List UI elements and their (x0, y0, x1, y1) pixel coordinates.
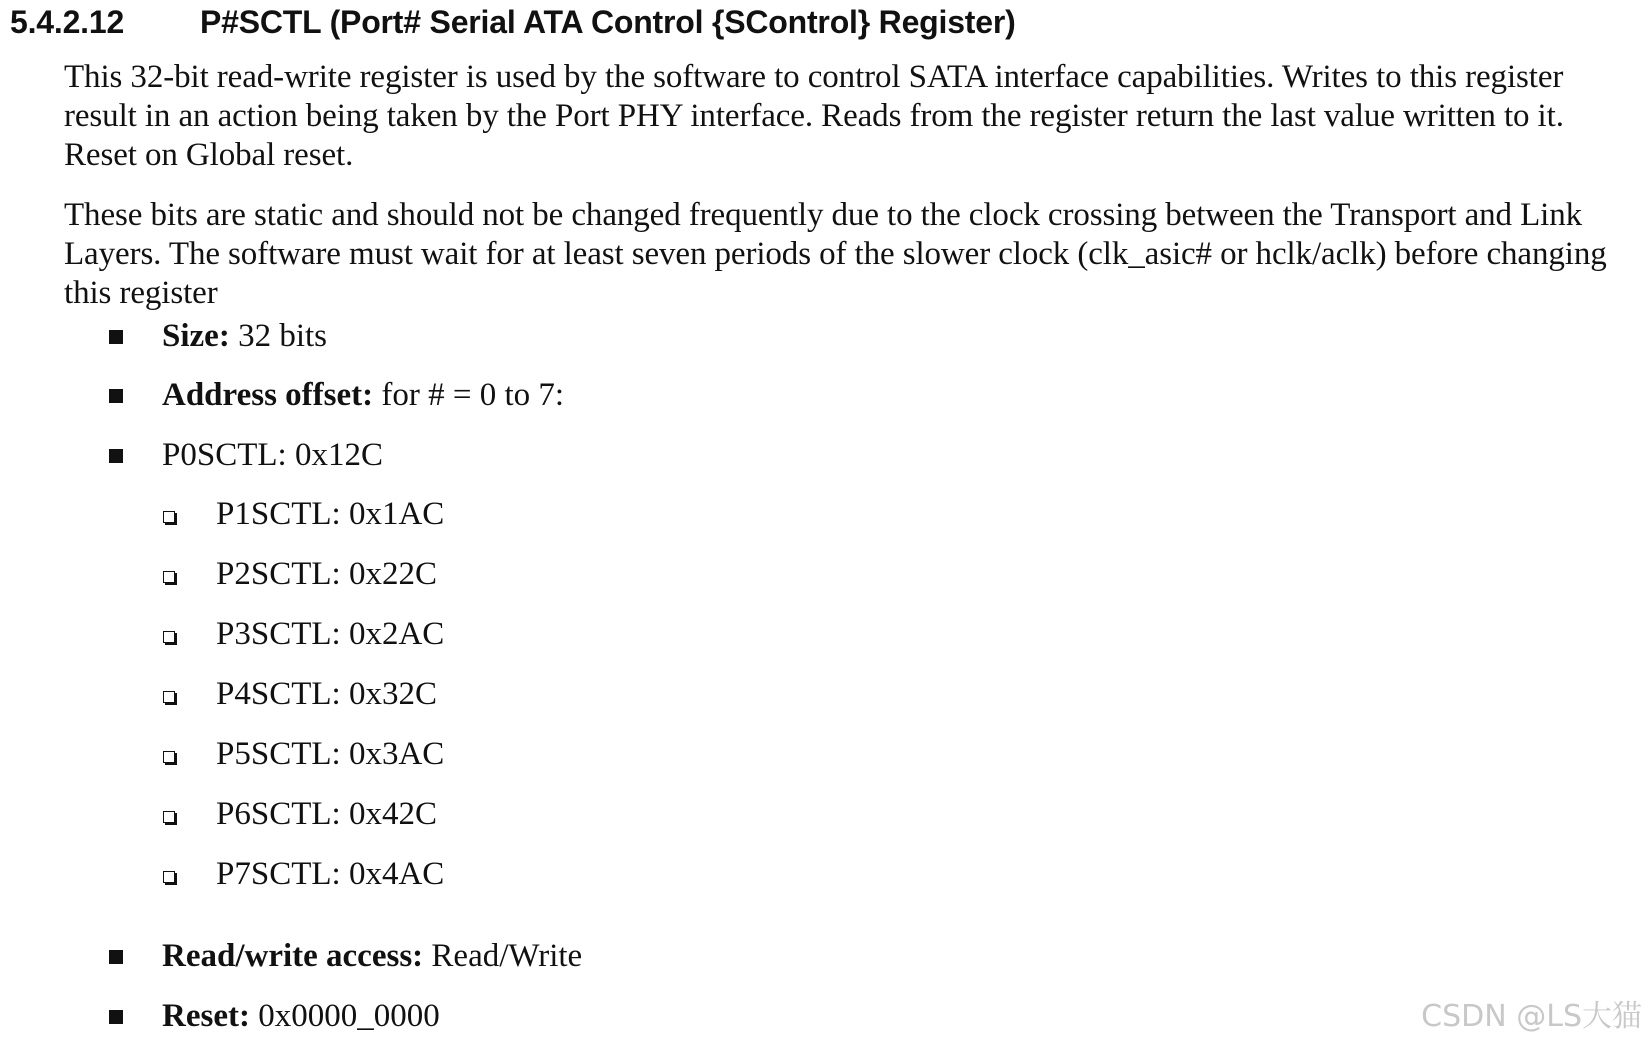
port-item: P7SCTL: 0x4AC (216, 856, 445, 892)
box-bullet-icon (163, 751, 175, 763)
section-number: 5.4.2.12 (10, 4, 125, 40)
description-paragraph: This 32-bit read-write register is used by the software to control SATA interface capabilities. Writes to this register result in an action being taken by the Port PHY interface. Reads from the register return the last value written to it. Reset on Global reset. (64, 59, 1564, 173)
address-offset-label: Address offset: (162, 377, 374, 413)
reset-item (162, 996, 440, 1036)
square-bullet-icon (109, 950, 123, 964)
section-heading (10, 2, 1016, 42)
box-bullet-icon (163, 811, 175, 823)
timing-note-paragraph: These bits are static and should not be changed frequently due to the clock crossing between the Transport and Link Layers. The software must wait for at least seven periods of the slower clock (clk_asic# or hclk/aclk) before changing this register (64, 197, 1607, 311)
square-bullet-icon (109, 1010, 123, 1024)
square-bullet-icon (109, 449, 123, 463)
p0sctl-item: P0SCTL: 0x12C (162, 437, 383, 473)
port-item: P5SCTL: 0x3AC (216, 736, 445, 772)
watermark: CSDN @LS大猫 (1421, 999, 1642, 1034)
section-title: P#SCTL (Port# Serial ATA Control {SControl} Register) (200, 4, 1016, 40)
size-label: Size: (162, 318, 230, 354)
square-bullet-icon (109, 330, 123, 344)
port-item: P6SCTL: 0x42C (216, 796, 437, 832)
box-bullet-icon (163, 691, 175, 703)
box-bullet-icon (163, 571, 175, 583)
box-bullet-icon (163, 871, 175, 883)
port-item: P3SCTL: 0x2AC (216, 616, 445, 652)
port-item: P2SCTL: 0x22C (216, 556, 437, 592)
port-item: P1SCTL: 0x1AC (216, 496, 445, 532)
port-item: P4SCTL: 0x32C (216, 676, 437, 712)
reset-value: 0x0000_0000 (258, 998, 440, 1034)
box-bullet-icon (163, 511, 175, 523)
access-item (162, 936, 582, 976)
reset-label: Reset: (162, 998, 250, 1034)
size-item (162, 316, 327, 356)
box-bullet-icon (163, 631, 175, 643)
access-label: Read/write access: (162, 938, 424, 974)
square-bullet-icon (109, 389, 123, 403)
address-offset-value: for # = 0 to 7: (381, 377, 565, 413)
access-value: Read/Write (431, 938, 583, 974)
size-value: 32 bits (238, 318, 327, 354)
address-offset-item (162, 375, 564, 415)
